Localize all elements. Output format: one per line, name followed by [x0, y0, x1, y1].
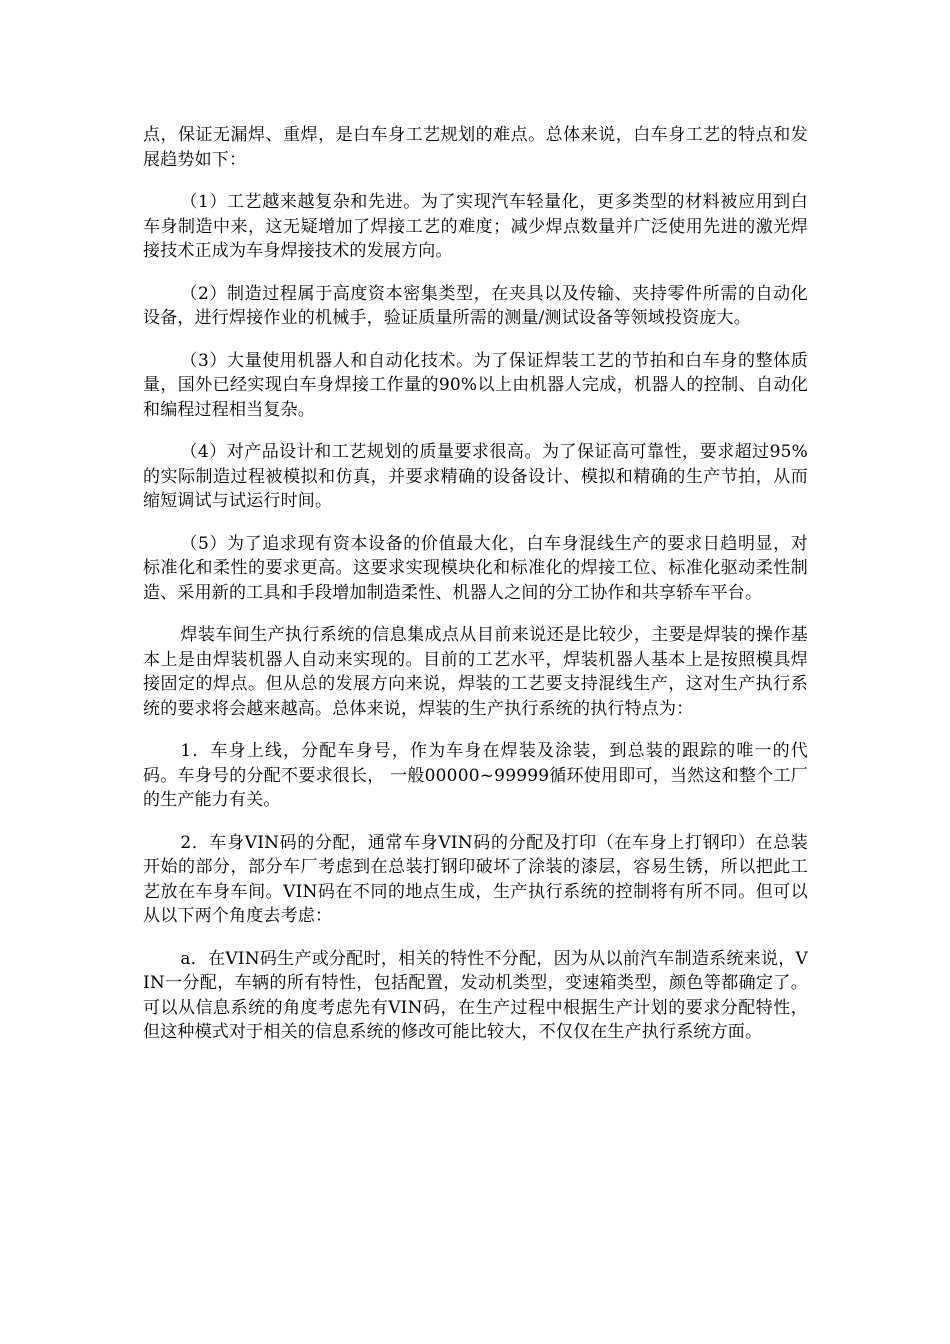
paragraph-point-4: （4）对产品设计和工艺规划的质量要求很高。为了保证高可靠性，要求超过95%的实际制造过程被模拟和仿真，并要求精确的设备设计、模拟和精确的生产节拍，从而缩短调试与试运行时间。	[143, 442, 808, 511]
paragraph-item-a: a．在VIN码生产或分配时，相关的特性不分配，因为从以前汽车制造系统来说，VIN一分配，车辆的所有特性，包括配置，发动机类型，变速箱类型，颜色等都确定了。可以从信息系统的角度考虑先有VIN码，在生产过程中根据生产计划的要求分配特性，但这种模式对于相关的信息系统的修改可能比较大，不仅仅在生产执行系统方面。	[143, 948, 808, 1042]
paragraph-point-2: （2）制造过程属于高度资本密集类型，在夹具以及传输、夹持零件所需的自动化设备，进行焊接作业的机械手，验证质量所需的测量/测试设备等领域投资庞大。	[143, 283, 808, 328]
paragraph-continuation: 点，保证无漏焊、重焊，是白车身工艺规划的难点。总体来说，白车身工艺的特点和发展趋势如下：	[143, 125, 808, 170]
paragraph-point-3: （3）大量使用机器人和自动化技术。为了保证焊装工艺的节拍和白车身的整体质量，国外已经实现白车身焊接工作量的90%以上由机器人完成，机器人的控制、自动化和编程过程相当复杂。	[143, 350, 808, 420]
paragraph-point-1: （1）工艺越来越复杂和先进。为了实现汽车轻量化，更多类型的材料被应用到白车身制造中来，这无疑增加了焊接工艺的难度；减少焊点数量并广泛使用先进的激光焊接技术正成为车身焊接技术的发展方向。	[143, 192, 808, 261]
paragraph-point-5: （5）为了追求现有资本设备的价值最大化，白车身混线生产的要求日趋明显，对标准化和柔性的要求更高。这要求实现模块化和标准化的焊接工位、标准化驱动柔性制造、采用新的工具和手段增加制造柔性、机器人之间的分工协作和共享轿车平台。	[143, 533, 808, 603]
paragraph-mes-intro: 焊装车间生产执行系统的信息集成点从目前来说还是比较少，主要是焊装的操作基本上是由焊装机器人自动来实现的。目前的工艺水平，焊装机器人基本上是按照模具焊接固定的焊点。但从总的发展方向来说，焊装的工艺要支持混线生产，这对生产执行系统的要求将会越来越高。总体来说，焊装的生产执行系统的执行特点为：	[143, 625, 808, 719]
paragraph-item-1: 1．车身上线，分配车身号，作为车身在焊装及涂装，到总装的跟踪的唯一的代码。车身号的分配不要求很长， 一般00000~99999循环使用即可，当然这和整个工厂的生产能力有关。	[143, 741, 808, 810]
document-body	[143, 123, 808, 1063]
paragraph-item-2: 2．车身VIN码的分配，通常车身VIN码的分配及打印（在车身上打钢印）在总装开始的部分，部分车厂考虑到在总装打钢印破坏了涂装的漆层，容易生锈，所以把此工艺放在车身车间。VIN码在不同的地点生成，生产执行系统的控制将有所不同。但可以从以下两个角度去考虑：	[143, 832, 808, 926]
